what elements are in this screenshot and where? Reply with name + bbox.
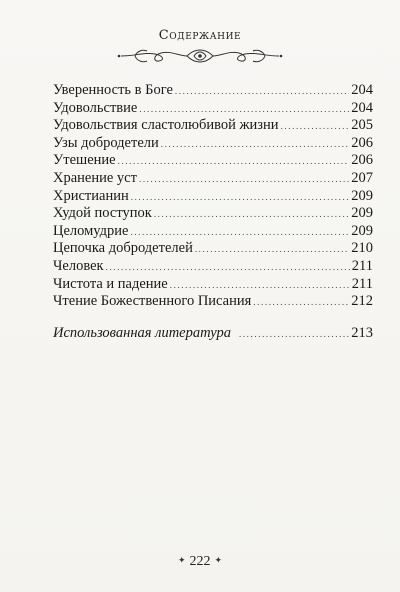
toc-entry-title: Узы добродетели: [53, 134, 159, 151]
running-header: Содержание: [158, 28, 242, 43]
toc-entry-page: 205: [351, 117, 373, 134]
toc-entry-title: Хранение уст: [53, 169, 137, 186]
toc-entry-title: Использованная литература: [53, 324, 231, 341]
toc-entry[interactable]: [53, 100, 373, 118]
toc-entry[interactable]: [53, 82, 373, 100]
toc-entry-page: 211: [351, 257, 373, 274]
toc-entry-page: 209: [351, 187, 373, 204]
toc-entry[interactable]: [53, 117, 373, 135]
toc-entry-page: 210: [351, 240, 373, 257]
toc-entry[interactable]: [53, 188, 373, 206]
dot-leader: [154, 206, 349, 224]
toc-entry[interactable]: [53, 240, 373, 258]
dot-leader: [139, 101, 349, 119]
toc-entry-page: 207: [351, 169, 373, 186]
page-number: 222: [189, 554, 211, 569]
toc-entry-title: Человек: [53, 257, 104, 274]
toc-entry-title: Удовольствия сластолюбивой жизни: [53, 117, 279, 134]
toc-entry-bibliography[interactable]: [53, 325, 373, 343]
dot-leader: [253, 294, 349, 312]
toc-entry[interactable]: [53, 135, 373, 153]
toc-entry[interactable]: [53, 258, 373, 276]
toc-entry-page: 209: [351, 222, 373, 239]
star-ornament-icon: ✦: [214, 555, 223, 565]
toc-entry[interactable]: [53, 293, 373, 311]
toc-entry-page: 206: [351, 152, 373, 169]
dot-leader: [170, 277, 350, 295]
dot-leader: [139, 171, 349, 189]
toc-entry-title: Удовольствие: [53, 99, 138, 116]
toc-entry[interactable]: [53, 152, 373, 170]
toc-entry[interactable]: [53, 276, 373, 294]
toc-entry-page: 204: [351, 82, 373, 98]
dot-leader: [161, 136, 349, 154]
toc-entry-page: 209: [351, 205, 373, 222]
toc-entry-title: Утешение: [53, 152, 116, 169]
toc-entry-page: 212: [351, 293, 373, 310]
toc-entry-page: 206: [351, 134, 373, 151]
toc-entry-page: 211: [351, 275, 373, 292]
toc-entry[interactable]: [53, 223, 373, 241]
toc-entry-title: Худой поступок: [53, 205, 152, 222]
dot-leader: [131, 189, 350, 207]
section-gap: [53, 311, 373, 325]
toc-entry[interactable]: [53, 205, 373, 223]
toc-entry-title: Уверенность в Боге: [53, 82, 173, 98]
toc-entry-title: Чтение Божественного Писания: [53, 293, 252, 310]
star-ornament-icon: ✦: [177, 555, 186, 565]
dot-leader: [281, 118, 350, 136]
flourish-ornament-icon: [115, 42, 285, 70]
page-footer: [0, 554, 400, 570]
toc-entry-page: 213: [351, 324, 373, 341]
dot-leader: [106, 259, 350, 277]
toc-entry-title: Чистота и падение: [53, 275, 168, 292]
toc-entry-page: 204: [351, 99, 373, 116]
dot-leader: [195, 241, 349, 259]
dot-leader: [239, 326, 349, 344]
reverse-side-bleed: ᵧ: [250, 326, 254, 341]
table-of-contents: [53, 82, 373, 342]
dot-leader: [130, 224, 349, 242]
toc-entry-title: Христианин: [53, 187, 129, 204]
toc-entry[interactable]: [53, 170, 373, 188]
toc-entry-title: Целомудрие: [53, 222, 129, 239]
toc-entry-title: Цепочка добродетелей: [53, 240, 193, 257]
dot-leader: [118, 153, 350, 171]
dot-leader: [175, 83, 349, 101]
